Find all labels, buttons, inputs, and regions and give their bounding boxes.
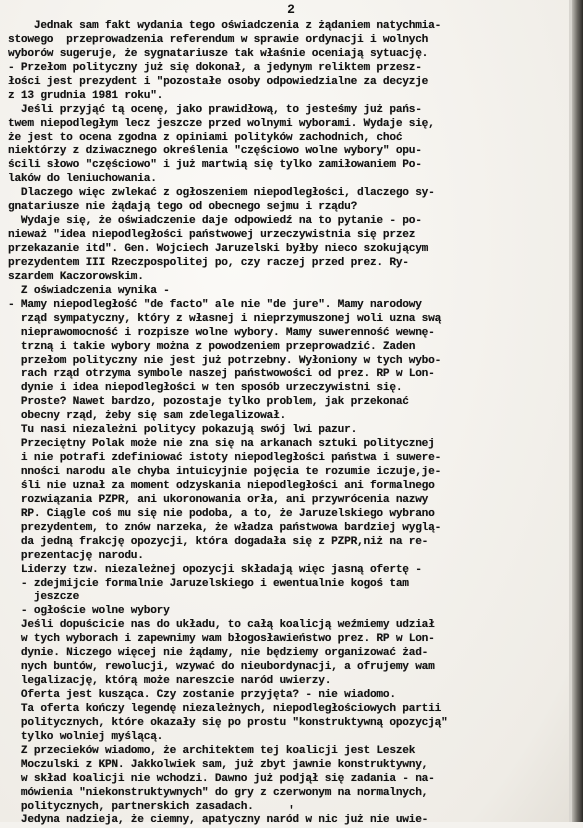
text-line: Jednak sam fakt wydania tego oświadczenia z żądaniem natychmia- — [8, 20, 442, 32]
text-line: stowego przeprowadzenia referendum w sprawie ordynacji i wolnych — [8, 33, 429, 46]
text-line: niektórzy z dziwacznego określenia "częściowo wolne wybory" opu- — [8, 145, 422, 158]
text-line: nności narodu ale chyba intuicyjnie pojęcia te rozumie iczuje,je- — [8, 466, 442, 478]
text-line: śli nie uznał za moment odzyskania niepodległości ani formalnego — [8, 479, 435, 492]
text-line: twem niepodległym lecz jeszcze przed wolnymi wyborami. Wydaje się, — [8, 117, 435, 130]
text-line: Tu nasi niezależni politycy pokazują swój lwi pazur. — [8, 424, 358, 437]
text-line: rząd sympatyczny, który z własnej i nieprzymuszonej woli uzna swą — [8, 312, 442, 325]
text-line: że jest to ocena zgodna z opiniami polityków zachodnich, choć — [8, 131, 403, 144]
bottom-mark: ' — [287, 804, 296, 818]
text-line: nych buntów, rewolucji, wzywać do nieubordynacji, a ofrujemy wam — [8, 661, 435, 674]
text-line: rozwiązania PZPR, ani ukoronowania orła, ani przywrócenia nazwy — [8, 493, 429, 506]
text-line: szardem Kaczorowskim. — [8, 270, 144, 283]
text-line: Oferta jest kusząca. Czy zostanie przyjęta? - nie wiadomo. — [8, 689, 396, 701]
text-line: Przeciętny Polak może nie zna się na arkanach sztuki politycznej — [8, 438, 435, 451]
text-line: nieważ "idea niepodległości państwowej urzeczywistnia się przez — [8, 229, 416, 242]
text-line: laków do leniuchowania. — [8, 173, 157, 186]
text-line: dynie i idea niepodległości w ten sposób urzeczywistni się. — [8, 382, 403, 395]
text-line: - zdejmijcie formalnie Jaruzelskiego i ewentualnie kogoś tam — [8, 577, 409, 590]
text-line: gnatariusze nie żądają tego od obecnego sejmu i rządu? — [8, 201, 358, 214]
text-line: wyborów sugeruje, że sygnatariusze tak właśnie oceniają sytuację. — [8, 47, 429, 60]
text-line: Jeśli przyjąć tą ocenę, jako prawidłową, to jesteśmy już pańs- — [8, 103, 422, 116]
text-line: mówienia "niekonstruktywnych" do gry z czerwonym na normalnych, — [8, 786, 429, 799]
text-line: prezentację narodu. — [8, 549, 144, 562]
text-line: przełom polityczny nie jest już potrzebny. Wyłoniony w tych wybo- — [8, 354, 442, 367]
text-line: - ogłoście wolne wybory — [8, 605, 170, 618]
text-line: - Przełom polityczny już się dokonał, a jedynym reliktem przesz- — [8, 61, 422, 74]
text-line: Ta oferta kończy legendę niezależnych, niepodległościowych partii — [8, 702, 442, 715]
binding-edge — [572, 0, 583, 822]
text-line: Moczulski z KPN. Jakkolwiek sam, już zbyt jawnie konstruktywny, — [8, 758, 429, 771]
text-line: nieprawomocność i rozpisze wolne wybory. Mamy suwerenność wewnę- — [8, 326, 435, 339]
text-line: RP. Ciągle coś mu się nie podoba, a to, że Jaruzelskiego wybrano — [8, 507, 435, 520]
text-line: z 13 grudnia 1981 roku". — [8, 89, 164, 102]
text-line: legalizację, którą może nareszcie naród uwierzy. — [8, 675, 332, 688]
text-line: w skład koalicji nie wchodzi. Dawno już podjął się zadania - na- — [8, 772, 435, 785]
text-line: jeszcze — [8, 591, 80, 604]
text-line: politycznych, które okazały się po prostu "konstruktywną opozycją" — [8, 716, 448, 729]
page-number: 2 — [287, 2, 296, 17]
text-line: i nie potrafi zdefiniować istoty niepodległości państwa i suwere- — [8, 452, 442, 465]
text-line: łości jest prezydent i "pozostałe osoby odpowiedzialne za decyzje — [8, 75, 429, 88]
text-line: prezydentem III Rzeczpospolitej po, czy raczej przed prez. Ry- — [8, 256, 409, 269]
text-line: da jedną frakcję opozycji, która dogadała się z PZPR,niż na re- — [8, 535, 429, 548]
text-line: tylko wolniej myślącą. — [8, 730, 164, 743]
text-line: Jeśli dopuścicie nas do układu, to całą koalicją weźmiemy udział — [8, 619, 435, 632]
text-line: Liderzy tzw. niezależnej opozycji składają więc jasną ofertę - — [8, 563, 422, 576]
text-line: trzną i takie wybory można z powodzeniem przeprowadzić. Żaden — [8, 340, 416, 353]
body-text — [8, 20, 560, 828]
text-line: w tych wyborach i zapewnimy wam błogosławieństwo prez. RP w Lon- — [8, 633, 435, 646]
text-line: rach rząd otrzyma symbole naszej państwowości od prez. RP w Lon- — [8, 368, 435, 381]
text-line: przekazanie itd". Gen. Wojciech Jaruzelski byłby nieco szokującym — [8, 243, 429, 255]
text-line: Proste? Nawet bardzo, pozostaje tylko problem, jak przekonać — [8, 396, 409, 409]
text-line: prezydentem, to znów narzeka, że władza państwowa bardziej wyglą- — [8, 521, 442, 534]
text-line: dynie. Niczego więcej nie żądamy, nie będziemy organizować żad- — [8, 647, 429, 660]
text-line: Wydaje się, że oświadczenie daje odpowiedź na to pytanie - po- — [8, 215, 422, 228]
text-line: - Mamy niepodległość "de facto" ale nie "de jure". Mamy narodowy — [8, 298, 422, 311]
text-line: Dlaczego więc zwlekać z ogłoszeniem niepodległości, dlaczego sy- — [8, 187, 435, 200]
text-line: politycznych, partnerskich zasadach. — [8, 800, 254, 813]
text-line: ścili słowo "częściowo" i już martwią się tylko zamiłowaniem Po- — [8, 159, 422, 172]
text-line: obecny rząd, żeby się sam zdelegalizował. — [8, 410, 286, 423]
text-line: Jedyna nadzieja, że ciemny, apatyczny naród w nic już nie uwie- — [8, 814, 429, 827]
text-line: Z przecieków wiadomo, że architektem tej koalicji jest Leszek — [8, 744, 416, 757]
text-line: Z oświadczenia wynika - — [8, 284, 170, 297]
